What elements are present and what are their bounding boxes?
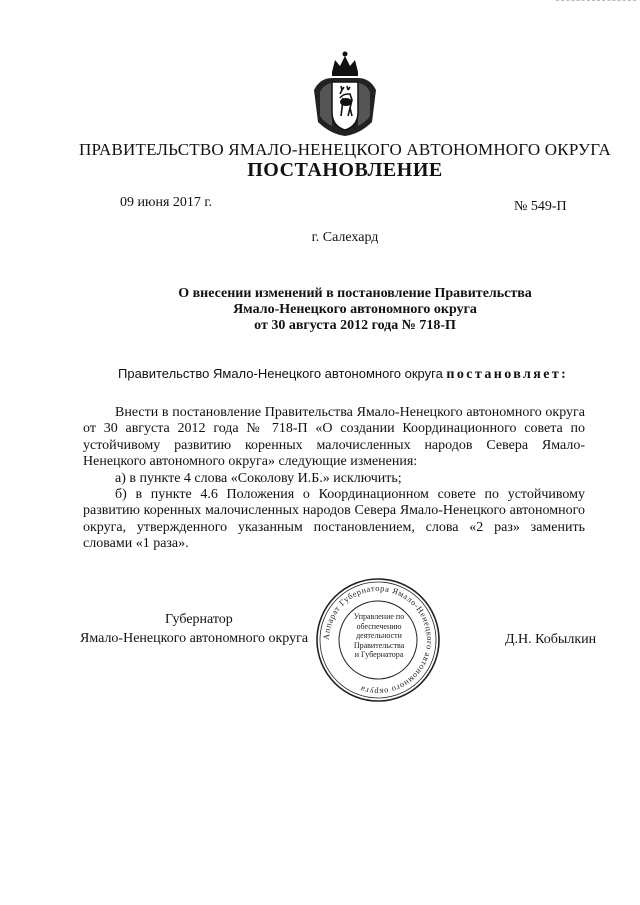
body-paragraph-intro: Внести в постановление Правительства Ямало-Ненецкого автономного округа от 30 августа 2012 года № 718-П «О создании Координационного совета по устойчивому развитию коренных малочисленных народов Севера Ямало-Ненецкого автономного округа» следующие изменения: [83,405,585,470]
document-date: 09 июня 2017 г. [120,195,213,210]
signer-title: Губернатор [165,612,233,627]
body-item-b: б) в пункте 4.6 Положения о Координационном совете по устойчивому развитию коренных малочисленных народов Севера Ямало-Ненецкого автономного округа, утвержденного указанным постановлением, слова «2 раз» заменить словами «1 раза». [83,487,585,552]
signer-organization: Ямало-Ненецкого автономного округа [80,631,309,646]
preamble [118,366,568,383]
scan-edge-mark [556,0,636,5]
heading-line: от 30 августа 2012 года № 718-П [254,318,456,333]
preamble-text: Правительство Ямало-Ненецкого автономного округа [118,366,447,381]
preamble-verb: постановляет: [446,367,569,382]
coat-of-arms-emblem-icon [310,50,380,138]
stamp-ring-text: Аппарат Губернатора Ямало-Ненецкого автономного округа [321,583,435,697]
document-heading [120,286,590,334]
stamp-line: и Губернатора [354,650,404,659]
stamp-center-text [344,612,414,660]
heading-line: О внесении изменений в постановление Правительства [178,286,532,301]
document-type: ПОСТАНОВЛЕНИЕ [247,159,443,181]
document-city: г. Салехард [311,230,379,245]
document-number: № 549-П [514,199,567,214]
stamp-line: Управление по [353,612,405,621]
organization-title: ПРАВИТЕЛЬСТВО ЯМАЛО-НЕНЕЦКОГО АВТОНОМНОГО ОКРУГА [79,140,611,159]
document-body [83,405,585,553]
signer-name: Д.Н. Кобылкин [505,632,597,647]
stamp-line: деятельности [356,631,402,640]
heading-line: Ямало-Ненецкого автономного округа [233,302,477,317]
stamp-line: обеспечению [356,621,402,631]
body-item-a: а) в пункте 4 слова «Соколову И.Б.» исключить; [115,470,402,486]
stamp-line: Правительства [353,640,405,650]
